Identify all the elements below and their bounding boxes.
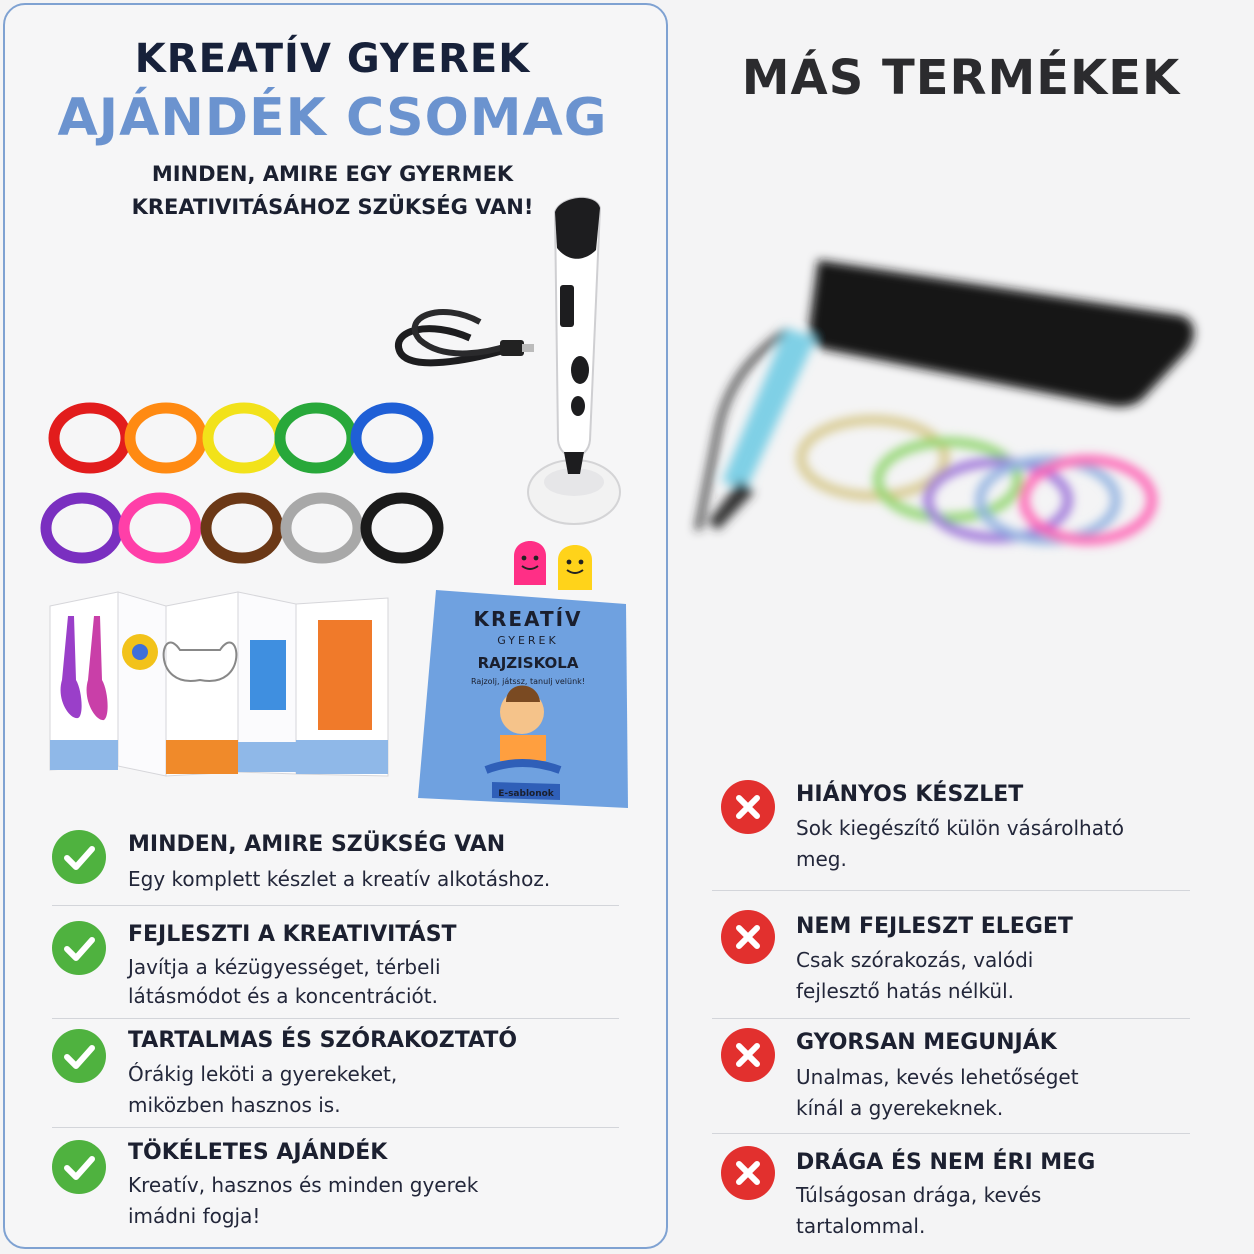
divider (712, 890, 1190, 891)
drawback-desc-line: Túlságosan drága, kevés (796, 1183, 1042, 1207)
book-brand-sub: GYEREK (497, 634, 559, 647)
template-sheets-image (50, 592, 388, 776)
title-line-2: AJÁNDÉK CSOMAG (57, 88, 608, 148)
drawback-title: NEM FEJLESZT ELEGET (796, 914, 1073, 939)
cross-icon (721, 1028, 775, 1082)
divider (712, 1133, 1190, 1134)
feature-desc-line: miközben hasznos is. (128, 1093, 341, 1117)
feature-desc-line: látásmódot és a koncentrációt. (128, 984, 438, 1008)
check-icon (52, 921, 106, 975)
cross-icon (721, 1146, 775, 1200)
filament-ring (206, 498, 278, 558)
subtitle-line-1: MINDEN, AMIRE EGY GYERMEK (151, 162, 514, 186)
book-title: RAJZISKOLA (477, 654, 579, 672)
drawback-title: HIÁNYOS KÉSZLET (796, 782, 1024, 807)
3d-pen-image (528, 198, 620, 524)
feature-desc-line: Javítja a kézügyességet, térbeli (128, 955, 441, 979)
filament-ring (46, 498, 118, 558)
filament-rings (46, 408, 438, 558)
drawback-desc-line: fejlesztő hatás nélkül. (796, 979, 1015, 1003)
drawback-desc-line: Csak szórakozás, valódi (796, 948, 1034, 972)
phone-image (810, 260, 1194, 407)
usb-cable-image (398, 312, 534, 363)
drawback-title: GYORSAN MEGUNJÁK (796, 1030, 1057, 1055)
book-tagline: Rajzolj, játssz, tanulj velünk! (470, 677, 586, 686)
feature-desc-line: imádni fogja! (128, 1204, 261, 1228)
check-icon (52, 1140, 106, 1194)
feature-desc-line: Egy komplett készlet a kreatív alkotáshoz. (128, 867, 551, 891)
kit-illustration (0, 0, 668, 820)
filament-ring (280, 408, 352, 468)
filament-ring (208, 408, 280, 468)
book-brand: KREATÍV (473, 607, 583, 631)
divider (712, 1018, 1190, 1019)
feature-desc-line: Órákig leköti a gyerekeket, (128, 1062, 398, 1086)
cross-icon (721, 780, 775, 834)
title-line-1: KREATÍV GYEREK (134, 36, 531, 82)
other-products-title: MÁS TERMÉKEK (741, 50, 1181, 106)
other-products-illustration (668, 200, 1254, 620)
divider (52, 1018, 619, 1019)
filament-ring (130, 408, 202, 468)
drawback-desc-line: Sok kiegészítő külön vásárolható (796, 816, 1125, 840)
check-icon (52, 1029, 106, 1083)
drawback-title: DRÁGA ÉS NEM ÉRI MEG (796, 1150, 1096, 1175)
blurred-filaments-image (801, 420, 1152, 540)
cross-icon (721, 910, 775, 964)
drawback-desc-line: Unalmas, kevés lehetőséget (796, 1065, 1079, 1089)
divider (52, 905, 619, 906)
feature-title: FEJLESZTI A KREATIVITÁST (128, 922, 457, 947)
finger-guards-image (514, 541, 592, 590)
filament-ring (356, 408, 428, 468)
feature-desc-line: Kreatív, hasznos és minden gyerek (128, 1173, 479, 1197)
subtitle-line-2: KREATIVITÁSÁHOZ SZÜKSÉG VAN! (131, 195, 534, 219)
filament-ring (286, 498, 358, 558)
filament-ring (54, 408, 126, 468)
filament-ring (366, 498, 438, 558)
feature-title: MINDEN, AMIRE SZÜKSÉG VAN (128, 832, 506, 857)
book-ribbon: E-sablonok (498, 789, 554, 799)
check-icon (52, 830, 106, 884)
feature-title: TARTALMAS ÉS SZÓRAKOZTATÓ (128, 1028, 518, 1053)
drawback-desc-line: tartalommal. (796, 1214, 926, 1238)
feature-title: TÖKÉLETES AJÁNDÉK (128, 1140, 388, 1165)
drawback-desc-line: kínál a gyerekeknek. (796, 1096, 1004, 1120)
filament-ring (124, 498, 196, 558)
divider (52, 1127, 619, 1128)
blurred-pen-image (698, 328, 816, 530)
drawback-desc-line: meg. (796, 847, 847, 871)
